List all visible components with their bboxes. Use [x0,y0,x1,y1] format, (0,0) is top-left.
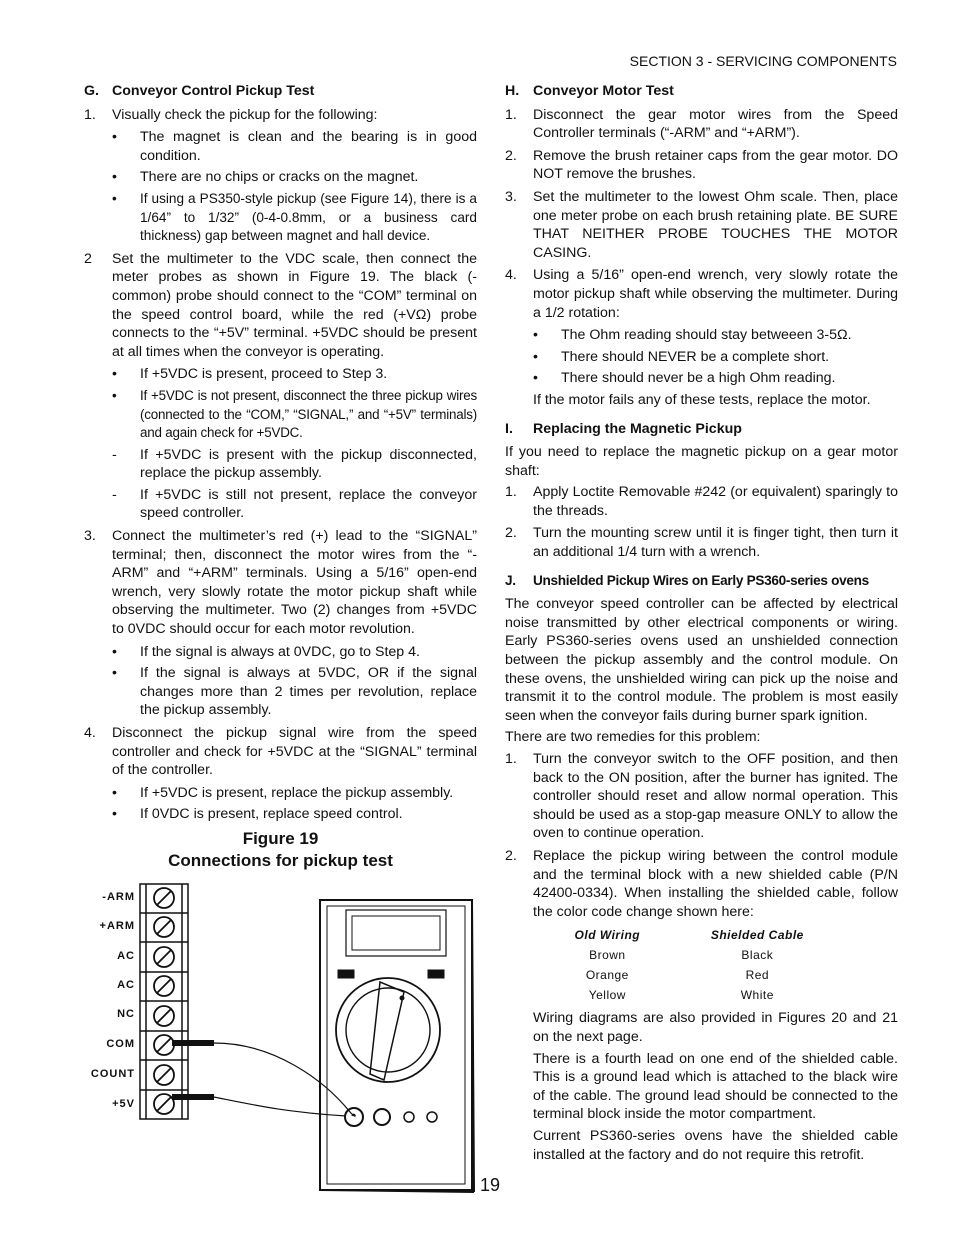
table-cell: Brown [589,948,626,963]
probe-plug-5v [172,1094,214,1100]
bullet-item: • The Ohm reading should stay betweeen 3-5Ω. [533,326,898,345]
input-jack-com [345,1108,363,1126]
section-i-heading [505,420,898,439]
input-jack [404,1112,414,1122]
step-text: Using a 5/16” open-end wrench, very slowly rotate the motor pickup shaft while observing the multimeter. During a 1/2 rotation: [533,267,898,321]
terminal-label: AC [117,950,135,962]
indicator-mark [428,970,444,978]
step [505,847,898,921]
bullet-item: • If +5VDC is not present, disconnect the three pickup wires (connected to the “COM,” “SIGNAL,” and “+5V” terminals) and again check for +5VDC. [112,387,477,443]
bullet-text: If the signal is always at 5VDC, OR if the signal changes more than 2 times per revolution, replace the pickup assembly. [140,665,477,719]
section-h-heading [505,82,898,101]
table-cell: Yellow [588,988,626,1003]
terminal-label: COUNT [90,1068,135,1080]
table-row [545,965,845,985]
section-j-paragraph: The conveyor speed controller can be affected by electrical noise transmitted by other electrical components or wiring. Early PS360-series ovens used an unshielded connection between the pickup assembly and the control module. On these ovens, the unshielded wiring can pick up the noise and transmit it to the control module. The problem is most easily seen when the conveyor fails during burner spark ignition. [505,596,898,724]
dial-pointer [370,982,404,1080]
dash-text: If +5VDC is present with the pickup disconnected, replace the pickup assembly. [140,446,477,482]
step [505,106,898,143]
section-i-title: Replacing the Magnetic Pickup [533,420,742,437]
terminal-label: COM [106,1038,135,1050]
bullet-text: If +5VDC is present, replace the pickup assembly. [140,784,454,801]
step-number: 1. [505,484,517,501]
step [84,106,477,125]
step-number: 3. [84,528,96,545]
terminal-label: -ARM [102,891,135,903]
table-cell: Black [741,948,774,963]
bullet-item: • There are no chips or cracks on the magnet. [112,168,477,187]
step [505,188,898,262]
figure-caption: Connections for pickup test [168,850,393,870]
section-j-note: There is a fourth lead on one end of the shielded cable. This is a ground lead which is attached to the black wire of the cable. The ground lead should be connected to the terminal block inside the motor compartment. [533,1050,898,1123]
section-header: SECTION 3 - SERVICING COMPONENTS [629,53,897,69]
step [84,527,477,639]
step-number: 3. [505,188,517,205]
step-text: Disconnect the pickup signal wire from the speed controller and check for +5VDC at the “SIGNAL” terminal of the controller. [112,725,477,779]
terminal-label: +ARM [99,920,135,932]
right-column [505,82,898,1167]
figure-title: Figure 19 [242,828,319,848]
section-i-letter: I. [505,420,513,437]
step-text: Set the multimeter to the VDC scale, then connect the meter probes as shown in Figure 19. The black (-common) probe should connect to the “COM” terminal on the speed control board, while the red (+VΩ) probe connects to the “+5V” terminal. +5VDC should be present at all times when the conveyor is operating. [112,250,477,360]
bullet-text: If the signal is always at 0VDC, go to Step 4. [140,643,420,660]
terminal-block [140,884,188,1119]
bullet-text: If using a PS350-style pickup (see Figure 14), there is a 1/64” to 1/32” (0-4-0.8mm, or a business card thickness) gap between magnet and hall device. [140,190,477,244]
table-row [545,985,845,1005]
table-cell: Red [745,968,770,983]
page-number: 19 [480,1175,501,1195]
multimeter [320,900,474,1192]
section-j-note: Current PS360-series ovens have the shielded cable installed at the factory and do not require this retrofit. [533,1127,898,1163]
step-text: Set the multimeter to the lowest Ohm scale. Then, place one meter probe on each brush retaining plate. BE SURE THAT NEITHER PROBE TOUCHES THE MOTOR CASING. [533,188,898,261]
bullet-text: The magnet is clean and the bearing is in good condition. [140,129,477,164]
step [505,483,898,520]
probe-wire-red [214,1097,346,1116]
table-header: Shielded Cable [710,928,804,943]
step [505,524,898,561]
step [84,724,477,780]
probe-plug-com [172,1040,214,1046]
section-g-title: Conveyor Control Pickup Test [112,83,315,99]
table-row [545,945,845,965]
step [505,266,898,322]
dash-text: If +5VDC is still not present, replace the conveyor speed controller. [140,486,477,522]
input-jack [427,1112,437,1122]
section-g-letter: G. [84,83,99,99]
bullet-item: • If +5VDC is present, replace the pickup assembly. [112,784,477,803]
section-j-letter: J. [505,572,516,588]
left-column [84,82,477,872]
section-h-title: Conveyor Motor Test [533,83,674,99]
step-text: Apply Loctite Removable #242 (or equivalent) sparingly to the threads. [533,484,898,519]
step-number: 2. [505,147,517,164]
bullet-item: • If 0VDC is present, replace speed control. [112,805,477,824]
bullet-item: • If the signal is always at 5VDC, OR if the signal changes more than 2 times per revolution, replace the pickup assembly. [112,665,477,719]
section-j-note: Wiring diagrams are also provided in Figures 20 and 21 on the next page. [533,1010,898,1045]
step-number: 1. [84,106,96,123]
section-h-note: If the motor fails any of these tests, replace the motor. [533,391,871,408]
bullet-text: The Ohm reading should stay betweeen 3-5Ω. [561,327,852,344]
step-text: Turn the mounting screw until it is finger tight, then turn it an additional 1/4 turn with a wrench. [533,525,898,561]
terminal-label: +5V [112,1098,135,1110]
section-g-heading [84,82,477,101]
bullet-item: • If using a PS350-style pickup (see Figure 14), there is a 1/64” to 1/32” (0-4-0.8mm, or a business card thickness) gap between magnet and hall device. [112,190,477,246]
bullet-item: • If the signal is always at 0VDC, go to Step 4. [112,643,477,662]
terminal-label: NC [117,1008,135,1020]
step-text: Turn the conveyor switch to the OFF position, and then back to the ON position, after the burner has ignited. The controller should reset and allow normal operation. This should be used as a stop-gap measure ONLY to allow the oven to continue operation. [533,751,898,842]
table-header: Old Wiring [574,928,641,943]
step [505,147,898,184]
figure-19-diagram [84,880,478,1200]
probe-wire-black [214,1043,355,1116]
bullet-text: If +5VDC is not present, disconnect the three pickup wires (connected to the “COM,” “SIGNAL,” and “+5V” terminals) and again check for +5VDC. [140,387,477,441]
indicator-mark [338,970,354,978]
bullet-item: • There should NEVER be a complete short. [533,348,898,367]
step [505,750,898,843]
input-jack-v [374,1109,390,1125]
multimeter-display [346,910,446,956]
bullet-text: If 0VDC is present, replace speed control. [140,806,403,823]
step-number: 4. [84,725,96,741]
step-text: Visually check the pickup for the following: [112,106,378,123]
section-i-intro: If you need to replace the magnetic pickup on a gear motor shaft: [505,444,898,479]
bullet-text: There should never be a high Ohm reading. [561,370,836,387]
step-text: Connect the multimeter’s red (+) lead to the “SIGNAL” terminal; then, disconnect the motor wires from the “-ARM” and “+ARM” terminals. Using a 5/16” open-end wrench, very slowly rotate the motor pickup shaft while observing the multimeter. Two (2) changes from +5VDC to 0VDC should occur for each motor revolution. [112,528,477,638]
step-number: 1. [505,106,517,123]
color-code-table [545,925,845,1005]
dash-item: - If +5VDC is still not present, replace the conveyor speed controller. [112,486,477,522]
selector-dial [336,978,440,1082]
section-j-heading [505,572,898,591]
dash-item: - If +5VDC is present with the pickup disconnected, replace the pickup assembly. [112,446,477,482]
bullet-text: There should NEVER be a complete short. [561,348,830,365]
step-number: 4. [505,267,517,284]
bullet-text: There are no chips or cracks on the magnet. [140,169,419,186]
step-number: 2 [84,250,92,267]
bullet-item: • There should never be a high Ohm reading. [533,369,898,388]
step-number: 1. [505,751,517,767]
bullet-item: • If +5VDC is present, proceed to Step 3. [112,365,477,384]
table-cell: Orange [585,968,629,983]
step-text: Replace the pickup wiring between the control module and the terminal block with a new shielded cable (P/N 42400-0334). When installing the shielded cable, follow the color code change shown here: [533,847,898,920]
bullet-item: • The magnet is clean and the bearing is in good condition. [112,129,477,164]
step [84,250,477,362]
bullet-text: If +5VDC is present, proceed to Step 3. [140,366,388,383]
step-number: 2. [505,525,517,542]
table-cell: White [740,988,774,1003]
step-text: Disconnect the gear motor wires from the Speed Controller terminals (“-ARM” and “+ARM”). [533,106,898,142]
step-text: Remove the brush retainer caps from the gear motor. DO NOT remove the brushes. [533,147,898,183]
section-h-letter: H. [505,83,520,99]
terminal-label: AC [117,979,135,991]
section-j-paragraph: There are two remedies for this problem: [505,729,761,746]
section-j-title: Unshielded Pickup Wires on Early PS360-series ovens [533,572,869,588]
step-number: 2. [505,847,517,864]
